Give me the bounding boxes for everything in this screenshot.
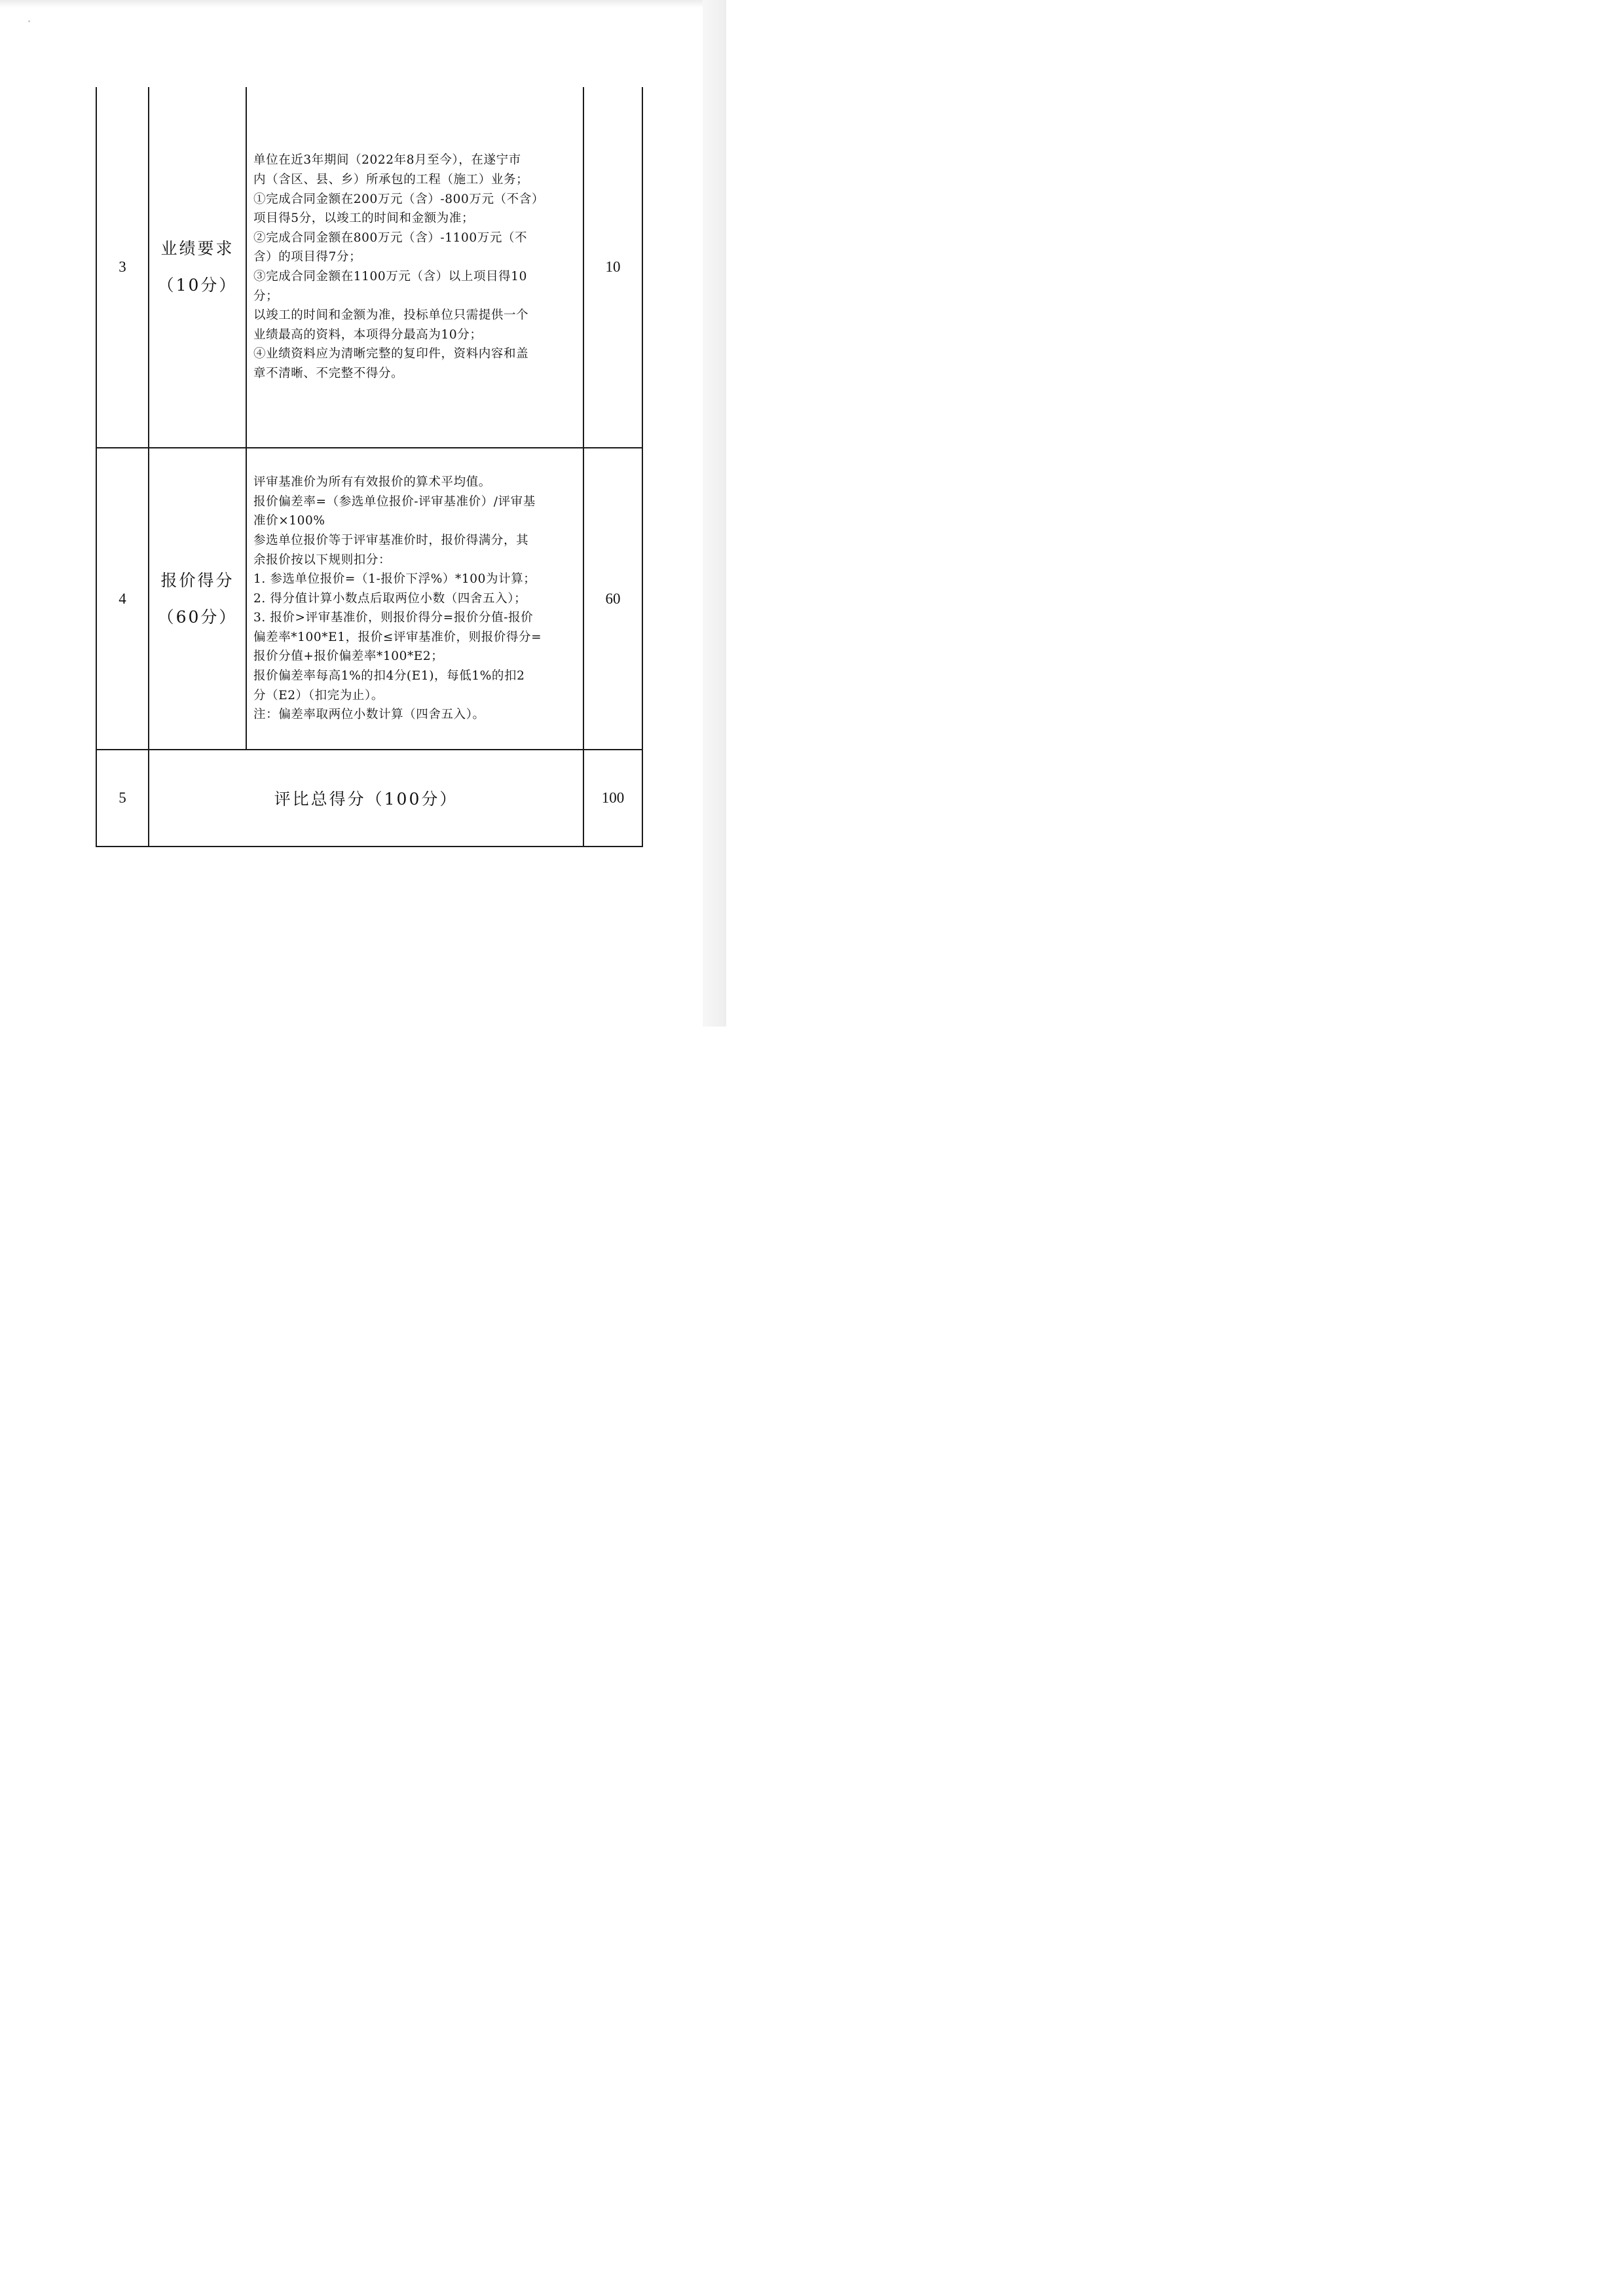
table-row xyxy=(96,87,642,448)
detail-line: 项目得5分，以竣工的时间和金额为准； xyxy=(253,211,475,226)
row-number: 5 xyxy=(96,750,149,847)
detail-line: 业绩最高的资料，本项得分最高为10分； xyxy=(253,327,483,342)
detail-line: 含）的项目得7分； xyxy=(253,250,362,264)
detail-line: 2. 得分值计算小数点后取两位小数（四舍五入）； xyxy=(253,591,527,606)
detail-line: 注：偏差率取两位小数计算（四舍五入）。 xyxy=(253,708,485,722)
detail-line: ④业绩资料应为清晰完整的复印件，资料内容和盖 xyxy=(253,347,529,361)
criterion-points: （60分） xyxy=(157,607,238,627)
row-number: 4 xyxy=(96,448,149,750)
detail-line: 评审基准价为所有有效报价的算术平均值。 xyxy=(253,475,491,490)
detail-line: 准价×100% xyxy=(253,514,325,528)
scan-top-edge xyxy=(0,0,726,8)
criterion-detail xyxy=(246,448,583,750)
detail-line: 单位在近3年期间（2022年8月至今），在遂宁市 xyxy=(253,153,521,168)
table-row-total xyxy=(96,750,642,847)
table-row xyxy=(96,448,642,750)
detail-line: 章不清晰、不完整不得分。 xyxy=(253,366,404,380)
detail-line: 以竣工的时间和金额为准，投标单位只需提供一个 xyxy=(253,308,529,323)
detail-line: 内（含区、县、乡）所承包的工程（施工）业务； xyxy=(253,173,529,187)
criterion-name: 业绩要求 xyxy=(160,239,234,258)
detail-line: 3. 报价>评审基准价，则报价得分=报价分值-报价 xyxy=(253,611,534,625)
criterion-detail xyxy=(246,87,583,448)
criterion-cell xyxy=(149,448,246,750)
scoring-table xyxy=(96,87,643,847)
max-score: 60 xyxy=(583,448,642,750)
detail-line: 分； xyxy=(253,289,279,303)
max-score: 10 xyxy=(583,87,642,448)
scan-right-edge xyxy=(703,0,726,1027)
detail-line: 参选单位报价等于评审基准价时，报价得满分，其 xyxy=(253,533,529,547)
row-number: 3 xyxy=(96,87,149,448)
detail-line: 余报价按以下规则扣分： xyxy=(253,553,392,567)
detail-line: 报价偏差率每高1%的扣4分(E1)，每低1%的扣2 xyxy=(253,669,525,683)
detail-line: ②完成合同金额在800万元（含）-1100万元（不 xyxy=(253,230,528,245)
detail-line: ①完成合同金额在200万元（含）-800万元（不含） xyxy=(253,192,544,206)
detail-line: 报价分值+报价偏差率*100*E2； xyxy=(253,649,444,664)
detail-line: 1. 参选单位报价=（1-报价下浮%）*100为计算； xyxy=(253,572,536,587)
criterion-name: 报价得分 xyxy=(160,570,234,590)
detail-line: ③完成合同金额在1100万元（含）以上项目得10 xyxy=(253,270,528,283)
total-score-value: 100 xyxy=(583,750,642,847)
total-score-label: 评比总得分（100分） xyxy=(149,750,583,847)
detail-line: 偏差率*100*E1，报价≤评审基准价，则报价得分= xyxy=(253,630,542,644)
detail-line: 分（E2）（扣完为止）。 xyxy=(253,688,384,702)
criterion-points: （10分） xyxy=(157,276,238,295)
scan-speck xyxy=(28,20,30,22)
detail-line: 报价偏差率=（参选单位报价-评审基准价）/评审基 xyxy=(253,494,536,509)
criterion-cell xyxy=(149,87,246,448)
